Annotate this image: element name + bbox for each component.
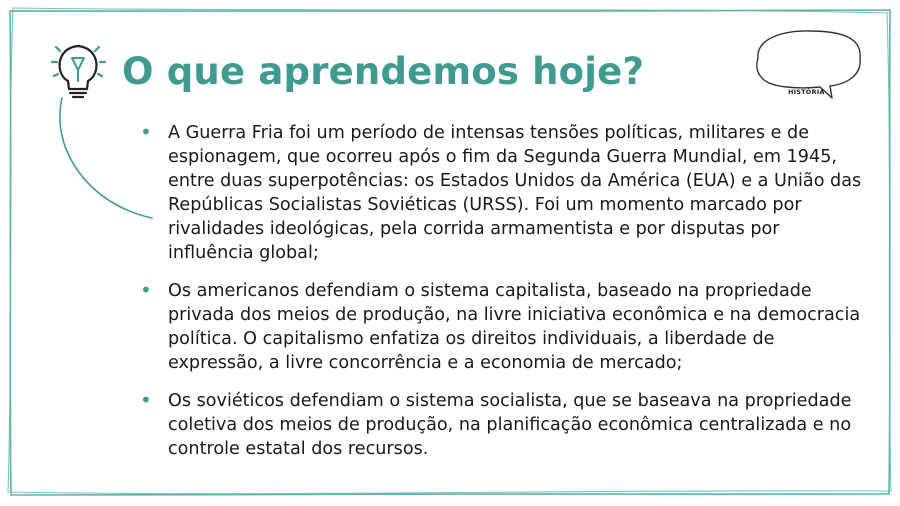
list-item bbox=[140, 121, 870, 265]
bullet-dot-icon: • bbox=[140, 278, 152, 302]
page-title: O que aprendemos hoje? bbox=[122, 50, 645, 93]
bullet-dot-icon: • bbox=[140, 120, 152, 144]
bullet-dot-icon: • bbox=[140, 388, 152, 412]
list-item-text: Os soviéticos defendiam o sistema socialista, que se baseava na propriedade coletiva dos meios de produção, na planificação econômica centralizada e no controle estatal dos recursos. bbox=[168, 391, 852, 459]
list-item-text: A Guerra Fria foi um período de intensas tensões políticas, militares e de espionagem, que ocorreu após o fim da Segunda Guerra Mundial, em 1945, entre duas superpotências: os Estados Unidos da América (EUA) e a União das Repúblicas Socialistas Soviéticas (URSS). Foi um momento marcado por rivalidades ideológicas, pela corrida armamentista e por disputas por influência global; bbox=[168, 123, 862, 263]
curve-line bbox=[60, 98, 152, 218]
lightbulb-icon bbox=[52, 46, 105, 97]
subject-badge-label: HISTÓRIA bbox=[788, 88, 825, 96]
summary-list bbox=[140, 121, 870, 475]
list-item bbox=[140, 279, 870, 375]
list-item bbox=[140, 389, 870, 461]
list-item-text: Os americanos defendiam o sistema capitalista, baseado na propriedade privada dos meios de produção, na livre iniciativa econômica e na democracia política. O capitalismo enfatiza os direitos individuais, a liberdade de expressão, a livre concorrência e a economia de mercado; bbox=[168, 281, 861, 373]
